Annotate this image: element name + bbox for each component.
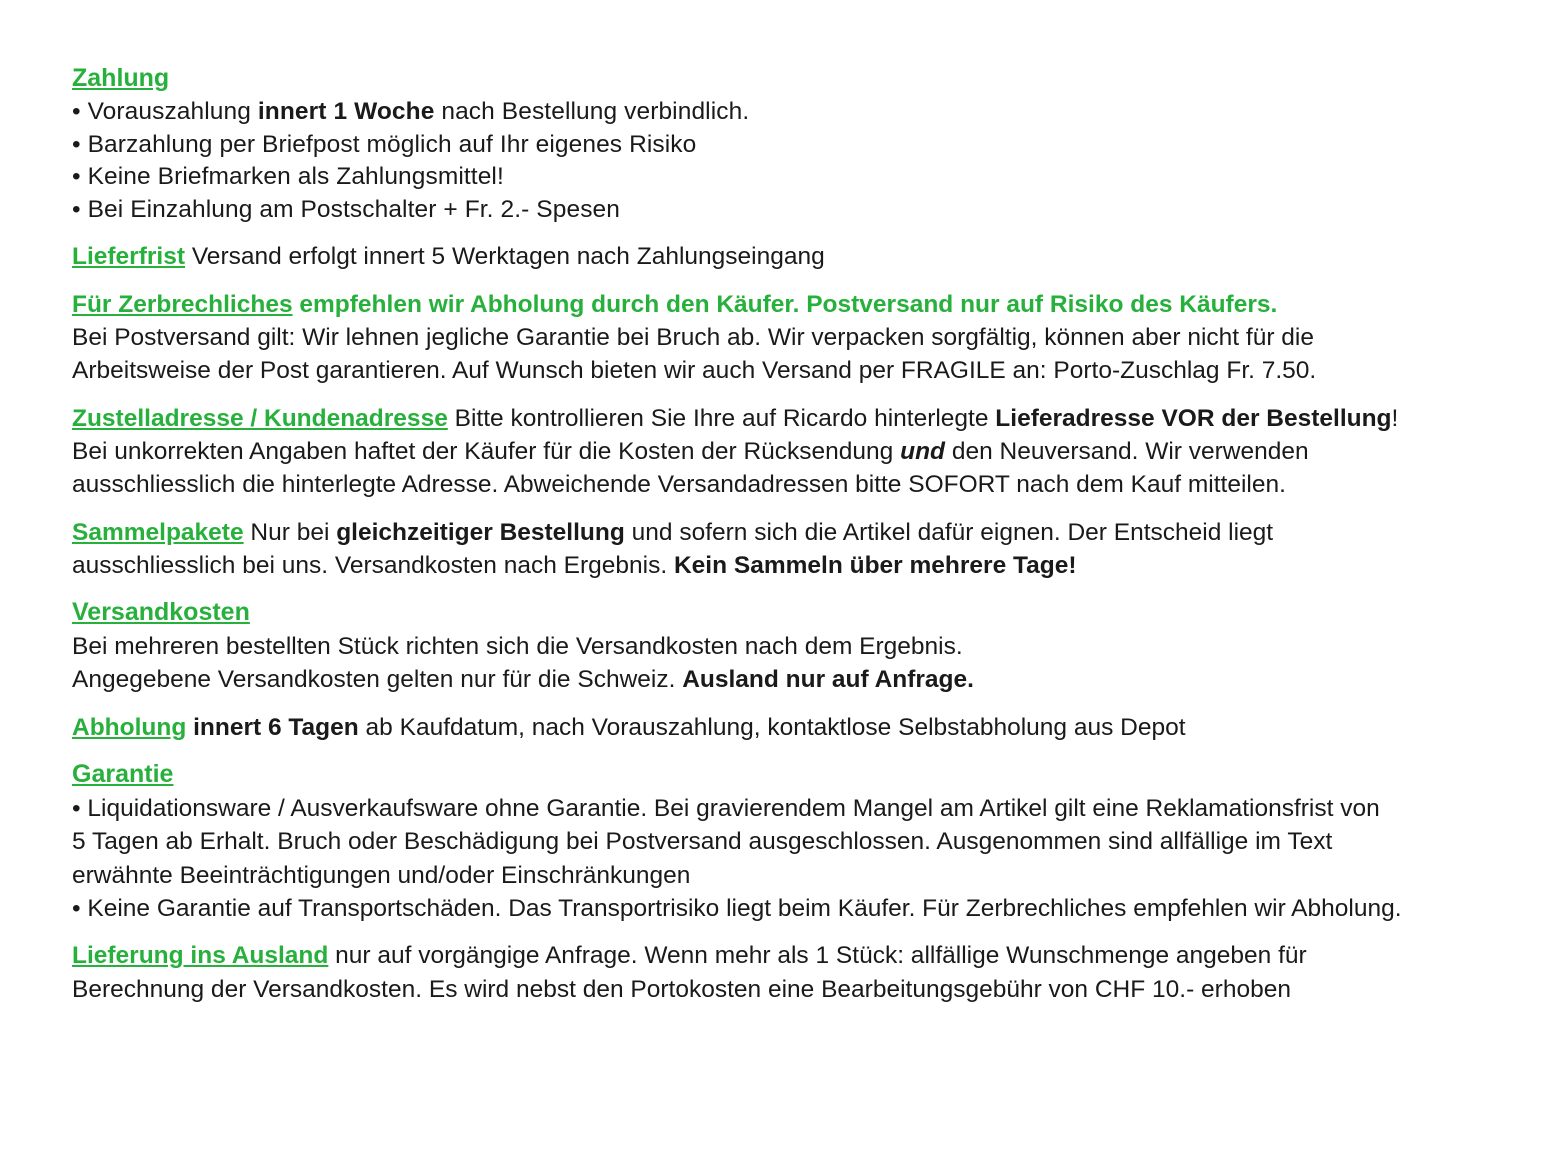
- heading-garantie: Garantie: [72, 760, 174, 789]
- zustelladresse-text-post: !: [1391, 404, 1399, 432]
- paragraph-zustelladresse-line1: [72, 435, 1482, 468]
- paragraph-versandkosten-line1: Bei mehreren bestellten Stück richten sich die Versandkosten nach dem Ergebnis.: [72, 633, 963, 661]
- paragraph-sammelpakete-head: [72, 516, 1482, 549]
- section-zustelladresse: [72, 402, 1482, 502]
- paragraph-ausland-head: [72, 939, 1482, 972]
- zustelladresse-line1-pre: Bei unkorrekten Angaben haftet der Käufer für die Kosten der Rücksendung: [72, 437, 901, 465]
- paragraph-garantie-line4: • Keine Garantie auf Transportschäden. Das Transportrisiko liegt beim Käufer. Für Zerbrechliches empfehlen wir Abholung.: [72, 895, 1402, 922]
- paragraph-sammelpakete-line2: [72, 549, 1482, 582]
- ausland-text: nur auf vorgängige Anfrage. Wenn mehr als 1 Stück: allfällige Wunschmenge angeben für: [328, 942, 1307, 970]
- sammelpakete-line2-pre: ausschliesslich bei uns. Versandkosten nach Ergebnis.: [72, 551, 674, 579]
- heading-lieferfrist: Lieferfrist: [72, 243, 186, 271]
- section-abholung: [72, 711, 1482, 744]
- section-ausland: [72, 939, 1482, 1006]
- zustelladresse-text-pre: Bitte kontrollieren Sie Ihre auf Ricardo hinterlegte: [447, 404, 996, 432]
- list-item: [72, 194, 1482, 227]
- versandkosten-line2-pre: Angegebene Versandkosten gelten nur für die Schweiz.: [72, 666, 683, 694]
- bullet-text-pre: • Keine Briefmarken als Zahlungsmittel!: [72, 163, 504, 191]
- paragraph-zustelladresse-head: [72, 402, 1482, 435]
- sammelpakete-text-bold: gleichzeitiger Bestellung: [336, 518, 625, 546]
- heading-sammelpakete: Sammelpakete: [72, 518, 244, 546]
- section-sammelpakete: [72, 516, 1482, 583]
- paragraph-zerbrechliches-line1: Bei Postversand gilt: Wir lehnen jegliche Garantie bei Bruch ab. Wir verpacken sorgfältig, können aber nicht für die: [72, 323, 1314, 351]
- paragraph-versandkosten-line2: [72, 663, 1482, 696]
- bullet-text-pre: • Bei Einzahlung am Postschalter + Fr. 2.- Spesen: [72, 195, 620, 223]
- paragraph-zerbrechliches-head: [72, 288, 1482, 321]
- bullet-text-pre: • Vorauszahlung: [72, 98, 258, 125]
- section-garantie: [72, 758, 1482, 925]
- sammelpakete-text-pre: Nur bei: [243, 518, 337, 546]
- section-lieferfrist: [72, 240, 1482, 273]
- heading-versandkosten: Versandkosten: [72, 598, 250, 627]
- bullet-text-post: nach Bestellung verbindlich.: [434, 98, 750, 125]
- heading-zustelladresse: Zustelladresse / Kundenadresse: [72, 404, 448, 432]
- zustelladresse-text-bold: Lieferadresse VOR der Bestellung: [995, 404, 1392, 432]
- lieferfrist-text: Versand erfolgt innert 5 Werktagen nach Zahlungseingang: [185, 243, 825, 271]
- paragraph-zerbrechliches-line2: Arbeitsweise der Post garantieren. Auf Wunsch bieten wir auch Versand per FRAGILE an: Porto-Zuschlag Fr. 7.50.: [72, 357, 1317, 385]
- paragraph-garantie-line1: • Liquidationsware / Ausverkaufsware ohne Garantie. Bei gravierendem Mangel am Artikel gilt eine Reklamationsfrist von: [72, 795, 1380, 823]
- paragraph-abholung: [72, 711, 1482, 744]
- heading-abholung: Abholung: [72, 713, 187, 741]
- section-zahlung: [72, 62, 1482, 226]
- versandkosten-line2-bold: Ausland nur auf Anfrage.: [682, 666, 974, 694]
- heading-ausland: Lieferung ins Ausland: [72, 942, 329, 970]
- list-item: [72, 129, 1482, 162]
- paragraph-garantie-line2: 5 Tagen ab Erhalt. Bruch oder Beschädigung bei Postversand ausgeschlossen. Ausgenommen sind allfällige im Text: [72, 828, 1333, 856]
- paragraph-lieferfrist: [72, 240, 1482, 273]
- paragraph-garantie-line3: erwähnte Beeinträchtigungen und/oder Einschränkungen: [72, 861, 691, 889]
- zustelladresse-line1-post: den Neuversand. Wir verwenden: [945, 437, 1309, 465]
- abholung-text-bold: innert 6 Tagen: [193, 713, 359, 741]
- section-versandkosten: [72, 596, 1482, 697]
- list-item: [72, 96, 1482, 129]
- sammelpakete-line2-bold: Kein Sammeln über mehrere Tage!: [673, 551, 1077, 579]
- list-item: [72, 161, 1482, 194]
- bullet-text-bold: innert 1 Woche: [257, 98, 435, 125]
- paragraph-ausland-line2: Berechnung der Versandkosten. Es wird nebst den Portokosten eine Bearbeitungsgebühr von CHF 10.- erhoben: [72, 975, 1291, 1003]
- bullet-text-pre: • Barzahlung per Briefpost möglich auf Ihr eigenes Risiko: [72, 130, 697, 158]
- heading-zahlung: Zahlung: [72, 64, 170, 92]
- zustelladresse-line1-italic: und: [900, 437, 946, 465]
- paragraph-zustelladresse-line2: ausschliesslich die hinterlegte Adresse. Abweichende Versandadressen bitte SOFORT nach dem Kauf mitteilen.: [72, 471, 1286, 499]
- abholung-text-post: ab Kaufdatum, nach Vorauszahlung, kontaktlose Selbstabholung aus Depot: [358, 713, 1186, 741]
- section-zerbrechliches: [72, 288, 1482, 388]
- zerbrechliches-emphasis: empfehlen wir Abholung durch den Käufer. Postversand nur auf Risiko des Käufers.: [292, 290, 1278, 318]
- heading-zerbrechliches: Für Zerbrechliches: [72, 290, 293, 318]
- sammelpakete-text-post: und sofern sich die Artikel dafür eignen. Der Entscheid liegt: [624, 518, 1274, 546]
